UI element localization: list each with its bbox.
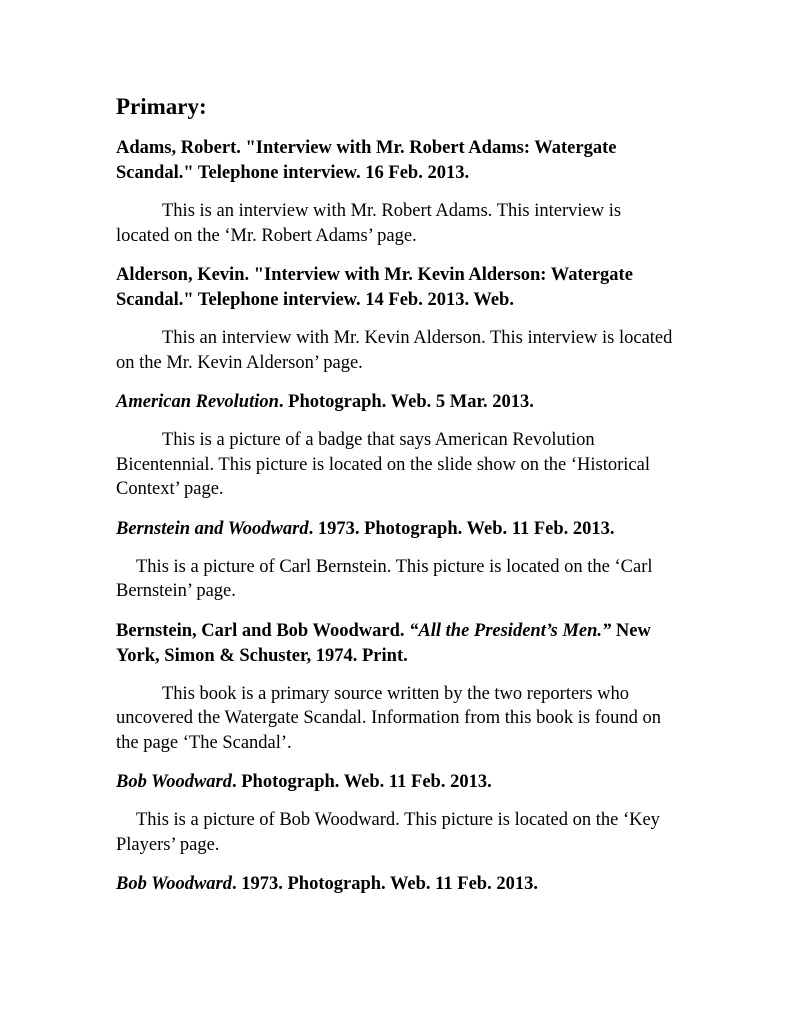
citation-text: Adams, Robert. "Interview with Mr. Robert Adams: Watergate Scandal." Telephone interview. 16 Feb. 2013. — [116, 138, 617, 183]
bibliography-entry — [116, 619, 678, 756]
bibliography-entry — [116, 872, 678, 897]
citation — [116, 872, 678, 897]
citation-details: New York, Simon & Schuster, 1974. Print. — [116, 620, 651, 666]
bibliography-entry — [116, 390, 678, 502]
citation-title: “All the President’s Men.” — [409, 620, 612, 641]
annotation: This is an interview with Mr. Robert Adams. This interview is located on the ‘Mr. Robert Adams’ page. — [116, 201, 622, 246]
citation — [116, 136, 678, 186]
citation-title: Bob Woodward — [116, 772, 232, 792]
citation-details: . 1973. Photograph. Web. 11 Feb. 2013. — [308, 518, 615, 539]
citation-title: Bob Woodward — [116, 874, 232, 894]
citation — [116, 263, 678, 313]
annotation: This an interview with Mr. Kevin Alderson. This interview is located on the Mr. Kevin Alderson’ page. — [116, 328, 673, 373]
citation-title: American Revolution — [116, 392, 279, 412]
annotation: This is a picture of Carl Bernstein. This picture is located on the ‘Carl Bernstein’ page. — [116, 556, 653, 601]
annotation: This is a picture of Bob Woodward. This picture is located on the ‘Key Players’ page. — [116, 810, 660, 855]
bibliography-entry — [116, 263, 678, 375]
citation-details: . 1973. Photograph. Web. 11 Feb. 2013. — [232, 874, 538, 894]
bibliography-entry — [116, 517, 678, 604]
citation-details: . Photograph. Web. 5 Mar. 2013. — [278, 392, 534, 412]
annotation: This is a picture of a badge that says American Revolution Bicentennial. This picture is located on the slide show on the ‘Historical Context’ page. — [116, 430, 650, 499]
annotation: This book is a primary source written by the two reporters who uncovered the Watergate Scandal. Information from this book is found on the page ‘The Scandal’. — [116, 683, 661, 753]
bibliography-entry — [116, 770, 678, 857]
bibliography-entry — [116, 136, 678, 248]
citation-details: . Photograph. Web. 11 Feb. 2013. — [232, 772, 492, 792]
section-heading: Primary: — [116, 94, 207, 119]
citation — [116, 517, 678, 542]
citation — [116, 619, 678, 669]
citation-title: Bernstein and Woodward — [116, 518, 309, 539]
citation — [116, 770, 678, 795]
citation-text: Bernstein, Carl and Bob Woodward. — [116, 620, 410, 641]
citation-text: Alderson, Kevin. "Interview with Mr. Kevin Alderson: Watergate Scandal." Telephone interview. 14 Feb. 2013. Web. — [116, 265, 633, 310]
bibliography-list — [116, 136, 678, 910]
citation — [116, 390, 678, 415]
